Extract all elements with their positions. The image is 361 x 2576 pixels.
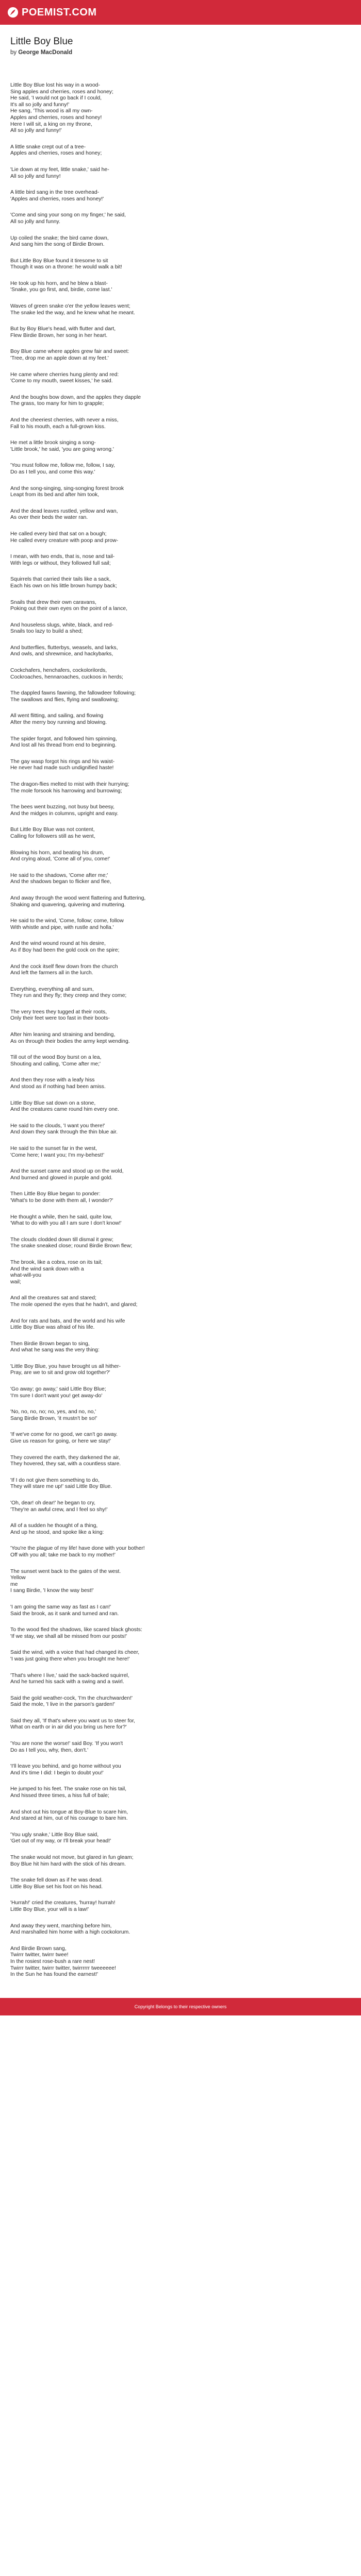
poem-content	[0, 25, 361, 1978]
poem-line: Each his own on his little brown humpy back;	[10, 583, 117, 589]
poem-line: Apples and cherries, roses and honey!	[10, 114, 102, 121]
poem-line: All so jolly and funny!	[10, 173, 61, 179]
poem-line: And houseless slugs, white, black, and red-	[10, 622, 113, 628]
poem-line: 'You are none the worse!' said Boy. 'If you won't	[10, 1741, 123, 1747]
poem-line: Shaking and quavering, quivering and muttering.	[10, 902, 126, 908]
stanza	[10, 782, 351, 794]
poem-line: He said to the wind, 'Come, follow; come, follow	[10, 918, 124, 924]
poem-line: The very trees they tugged at their roots,	[10, 1009, 107, 1015]
stanza	[10, 1191, 351, 1204]
stanza	[10, 486, 351, 499]
poem-line: And the cock itself flew down from the church	[10, 963, 118, 970]
poem-line: They run and they fly; they creep and they come;	[10, 993, 127, 999]
poem-line: Little Boy Blue, your will is a law!'	[10, 1906, 89, 1912]
poem-line: Off with you all; take me back to my mother!'	[10, 1552, 116, 1558]
poem-line: They will stare me up!' said Little Boy Blue.	[10, 1484, 112, 1490]
poem-line: The snake led the way, and he knew what he meant.	[10, 310, 135, 316]
stanza	[10, 1318, 351, 1331]
poem-line: The clouds clodded down till dismal it grew;	[10, 1236, 113, 1243]
stanza	[10, 1123, 351, 1136]
stanza	[10, 326, 351, 339]
feather-icon	[7, 7, 19, 18]
poem-line: And the wind sank down with a	[10, 1266, 84, 1272]
stanza	[10, 1260, 351, 1285]
stanza	[10, 1168, 351, 1181]
poem-line: And burned and glowed in purple and gold.	[10, 1175, 113, 1181]
stanza	[10, 941, 351, 954]
poem-line: And he turned his sack with a swing and a swirl.	[10, 1679, 124, 1685]
poem-line: The dappled fawns fawning, the fallowdeer following;	[10, 690, 136, 697]
poem-line: The swallows and flies, flying and swallowing;	[10, 697, 119, 703]
poem-line: Do as I tell you, and come this way.'	[10, 469, 95, 475]
poem-line: The mole opened the eyes that he hadn't, and glared;	[10, 1301, 138, 1308]
stanza	[10, 1809, 351, 1822]
footer-copyright: Copyright Belongs to their respective owners	[134, 2004, 227, 2009]
poem-line: And marshalled him home with a high cockolorum.	[10, 1929, 130, 1936]
poem-line: Only their feet were too fast in their boots-	[10, 1015, 110, 1022]
stanza	[10, 690, 351, 703]
stanza	[10, 554, 351, 567]
poem-line: And the creatures came round him every one.	[10, 1107, 119, 1113]
stanza	[10, 1546, 351, 1558]
poem-line: 'If we've come for no good, we can't go away.	[10, 1432, 118, 1438]
poem-line: Fall to his mouth, each a full-grown kiss.	[10, 423, 106, 430]
poem-line: After the merry boy running and blowing.	[10, 720, 107, 726]
poem-line: The spider forgot, and followed him spinning,	[10, 736, 117, 742]
poem-line: And for rats and bats, and the world and his wife	[10, 1318, 125, 1324]
poem-line: 'If I do not give them something to do,	[10, 1477, 100, 1483]
poem-line: With legs or without, they followed full sail;	[10, 560, 111, 566]
poem-line: Sang Birdie Brown, 'it mustn't be so!'	[10, 1415, 97, 1421]
stanza	[10, 1696, 351, 1708]
stanza	[10, 212, 351, 225]
poem-line: 'Come and sing your song on my finger,' he said,	[10, 212, 126, 218]
poem-line: 'I was just going there when you brought me here!'	[10, 1656, 130, 1662]
poem-line: I mean, with two ends, that is, nose and tail-	[10, 554, 115, 560]
poem-line: He said to the clouds, 'I want you there!'	[10, 1123, 105, 1129]
poem-line: It's all so jolly and funny!'	[10, 101, 70, 108]
poem-line: And left the farmers all in the lurch.	[10, 970, 93, 976]
stanza	[10, 1055, 351, 1067]
stanza	[10, 1295, 351, 1308]
poem-line: Then Little Boy Blue began to ponder:	[10, 1191, 101, 1197]
poem-line: Said they all, 'If that's where you want us to steer for,	[10, 1718, 135, 1724]
poem-line: And the cheeriest cherries, with never a miss,	[10, 417, 119, 423]
poem-line: He called every creature with poop and prow-	[10, 537, 119, 544]
poem-line: He called every bird that sat on a bough;	[10, 531, 107, 537]
poem-line: 'Get out of my way, or I'll break your head!'	[10, 1838, 111, 1844]
poem-line: Snails that drew their own caravans,	[10, 599, 96, 605]
stanza	[10, 1214, 351, 1227]
poem-line: And it's time I did: I begin to doubt you!'	[10, 1770, 104, 1776]
poem-line: All so jolly and funny!'	[10, 128, 62, 134]
stanza	[10, 82, 351, 134]
poem-line: 'Hurrah!' cried the creatures, 'hurray! hurrah!	[10, 1900, 116, 1906]
poem-line: With whistle and pipe, with rustle and holla.'	[10, 924, 114, 930]
poem-line: They covered the earth, they darkened the air,	[10, 1454, 120, 1461]
poem-line: All of a sudden he thought of a thing,	[10, 1523, 98, 1529]
stanza	[10, 372, 351, 385]
poem-line: 'What's to be done with them all, I wonder?'	[10, 1197, 113, 1204]
stanza	[10, 1877, 351, 1890]
stanza	[10, 190, 351, 202]
poem-line: Said the mole, 'I live in the parson's garden!'	[10, 1702, 115, 1708]
poem-line: 'What to do with you all I am sure I don't know!'	[10, 1221, 122, 1227]
poem-line: Then Birdie Brown began to sing,	[10, 1341, 90, 1347]
stanza	[10, 645, 351, 658]
poem-line: And then they rose with a leafy hiss	[10, 1077, 95, 1083]
stanza	[10, 281, 351, 294]
poem-line: The snake sneaked close; round Birdie Brown flew;	[10, 1243, 133, 1249]
poem-line: Boy Blue hit him hard with the stick of his dream.	[10, 1861, 126, 1867]
poem-line: 'I'll leave you behind, and go home without you	[10, 1764, 121, 1770]
poem-line: Till out of the wood Boy burst on a lea,	[10, 1055, 102, 1061]
poem-line: And the sunset came and stood up on the wold,	[10, 1168, 124, 1175]
poem-line: He said to the shadows, 'Come after me;'	[10, 872, 108, 878]
site-logo[interactable]	[7, 7, 97, 19]
poem-line: And shot out his tongue at Boy-Blue to scare him,	[10, 1809, 128, 1815]
poem-line: He said, 'I would not go back if I could,	[10, 95, 102, 101]
stanza	[10, 440, 351, 453]
poem-line: All went flitting, and sailing, and flowing	[10, 713, 104, 719]
poem-line: All so jolly and funny.	[10, 218, 60, 225]
poem-line: And down they sank through the thin blue air.	[10, 1129, 118, 1136]
poem-line: The gay wasp forgot his rings and his waist-	[10, 758, 115, 765]
poem-line: The mole forsook his harrowing and burrowing;	[10, 788, 122, 794]
poem-line: The sunset went back to the gates of the west.	[10, 1568, 121, 1574]
poem-line: Twirrr twitter, twirrr twitter, twirrrrrr tweeeeee!	[10, 1965, 116, 1971]
poem-line: I sang Birdie, 'I know the way best!'	[10, 1588, 94, 1594]
stanza	[10, 1077, 351, 1090]
stanza	[10, 1364, 351, 1377]
stanza	[10, 759, 351, 772]
poem-line: Leapt from its bed and after him took,	[10, 492, 100, 498]
poem-line: 'I'm sure I don't want you! get away-do'	[10, 1393, 103, 1399]
poem-line: And owls, and shrewmice, and hackybarks,	[10, 651, 113, 657]
stanza	[10, 1604, 351, 1617]
poem-line: Blowing his horn, and beating his drum,	[10, 850, 104, 856]
stanza	[10, 1764, 351, 1776]
stanza	[10, 804, 351, 817]
poem-line: Do as I tell you, why, then, don't.'	[10, 1747, 89, 1753]
poem-line: And crying aloud, 'Come all of you, come!'	[10, 856, 110, 862]
stanza	[10, 827, 351, 840]
poem-line: He sang, 'This wood is all my own-	[10, 108, 93, 114]
poem-line: 'Little Boy Blue, you have brought us all hither-	[10, 1363, 121, 1369]
stanza	[10, 1569, 351, 1595]
stanza	[10, 167, 351, 180]
stanza	[10, 1341, 351, 1354]
poem-line: To the wood fled the shadows, like scared black ghosts:	[10, 1627, 142, 1633]
byline-prefix: by	[10, 49, 17, 56]
stanza	[10, 1146, 351, 1159]
poem-line: In the Sun he has found the earnest!'	[10, 1972, 99, 1978]
poem-line: And the song-singing, sing-songing forest brook	[10, 485, 124, 492]
poem-line: 'I am going the same way as fast as I can!'	[10, 1604, 111, 1610]
poem-line: And the dead leaves rustled, yellow and wan,	[10, 508, 118, 514]
stanza	[10, 1900, 351, 1913]
stanza	[10, 600, 351, 613]
site-header	[0, 0, 361, 25]
poem-line: Little Boy Blue sat down on a stone,	[10, 1100, 96, 1106]
poem-line: Twirrr twitter, twirrr twee!	[10, 1952, 69, 1958]
poem-line: And butterflies, flutterbys, weasels, and larks,	[10, 645, 118, 651]
stanza	[10, 1409, 351, 1422]
poem-line: Said the brook, as it sank and turned and ran.	[10, 1611, 119, 1617]
stanza	[10, 1627, 351, 1640]
poem-line: 'That's where I live,' said the sack-backed squirrel,	[10, 1672, 129, 1679]
poem-line: Said the gold weather-cock, 'I'm the churchwarden!'	[10, 1695, 133, 1701]
stanza	[10, 622, 351, 635]
stanza	[10, 713, 351, 726]
poem-line: 'Apples and cherries, roses and honey!'	[10, 196, 104, 202]
poem-line: And stared at him, out of his courage to bare him.	[10, 1816, 128, 1822]
poem-line: 'Tree, drop me an apple down at my feet.'	[10, 355, 109, 362]
stanza	[10, 258, 351, 271]
stanza	[10, 1478, 351, 1490]
poem-line: What on earth or in air did you bring us here for?'	[10, 1724, 127, 1731]
stanza	[10, 417, 351, 430]
poem-line: The snake fell down as if he was dead.	[10, 1877, 103, 1884]
poem-line: And lost all his thread from end to beginning.	[10, 742, 117, 749]
stanza	[10, 1523, 351, 1536]
poem-line: Yellow	[10, 1575, 26, 1581]
stanza	[10, 1855, 351, 1868]
stanza	[10, 918, 351, 931]
poem-line: Here I will sit, a king on my throne,	[10, 121, 92, 127]
poem-line: But Little Boy Blue found it tiresome to sit	[10, 258, 108, 264]
poem-line: 'Go away; go away,' said Little Boy Blue;	[10, 1386, 106, 1393]
poem-line: Pray, are we to sit and grow old together?'	[10, 1370, 110, 1376]
poem-line: Sing apples and cherries, roses and honey;	[10, 89, 113, 95]
stanza	[10, 1946, 351, 1978]
poem-line: The snake would not move, but glared in fun gleam;	[10, 1855, 134, 1860]
poem-line: The dragon-flies melted to mist with their hurrying;	[10, 782, 129, 787]
poem-line: 'You're the plague of my life! have done with your bother!	[10, 1546, 145, 1552]
poem-line: He took up his horn, and he blew a blast-	[10, 280, 108, 286]
stanza	[10, 1032, 351, 1045]
poem-line: And what he sang was the very thing:	[10, 1347, 100, 1353]
poem-line: Said the wind, with a voice that had changed its cheer,	[10, 1650, 140, 1656]
poem-line: Up coiled the snake; the bird came down,	[10, 235, 109, 241]
poem-line: And sang him the song of Birdie Brown.	[10, 242, 105, 248]
stanza	[10, 1100, 351, 1113]
poem-line: They hovered, they sat, with a countless stare.	[10, 1461, 121, 1467]
poem-byline	[10, 49, 351, 56]
poem-line: Flew Birdie Brown, her song in her heart.	[10, 332, 108, 338]
stanza	[10, 987, 351, 999]
poem-line: Though it was on a throne: he would walk a bit!	[10, 264, 122, 270]
poem-line: Give us reason for going, or here we stay!'	[10, 1438, 111, 1445]
poem-line: 'Little brook,' he said, 'you are going wrong.'	[10, 446, 114, 452]
stanza	[10, 144, 351, 157]
poem-line: A little bird sang in the tree overhead-	[10, 190, 100, 196]
poem-line: In the rosiest rose-bush a rare nest!	[10, 1958, 95, 1964]
poem-title: Little Boy Blue	[10, 36, 73, 47]
stanza	[10, 1500, 351, 1513]
poem-line: Little Boy Blue set his foot on his head.	[10, 1884, 103, 1890]
poem-line: Little Boy Blue was afraid of his life.	[10, 1325, 95, 1331]
poem-line: After him leaning and straining and bending,	[10, 1032, 116, 1038]
poem-line: And away they went, marching before him,	[10, 1923, 112, 1929]
stanza	[10, 509, 351, 521]
stanza	[10, 668, 351, 681]
poem-line: The bees went buzzing, not busy but beesy,	[10, 804, 114, 810]
poem-line: Cockchafers, henchafers, cockolorilords,	[10, 668, 107, 674]
poem-author[interactable]: George MacDonald	[18, 49, 73, 56]
poem-line: Cockroaches, hennaroaches, cuckoos in herds;	[10, 674, 123, 680]
stanza	[10, 463, 351, 476]
poem-line: Calling for followers still as he went,	[10, 833, 95, 839]
poem-body	[10, 82, 351, 1978]
poem-line: He jumped to his feet. The snake rose on his tail,	[10, 1786, 127, 1792]
stanza	[10, 1650, 351, 1663]
stanza	[10, 1237, 351, 1250]
poem-line: And all the creatures sat and stared;	[10, 1295, 96, 1301]
poem-line: But Little Boy Blue was not content,	[10, 827, 95, 833]
poem-line: He thought a while, then he said, quite low,	[10, 1214, 112, 1220]
poem-line: Snails too lazy to build a shed;	[10, 629, 83, 635]
stanza	[10, 1832, 351, 1845]
poem-line: Waves of green snake o'er the yellow leaves went;	[10, 303, 130, 310]
stanza	[10, 850, 351, 863]
poem-line: As over their beds the water ran.	[10, 515, 88, 521]
poem-line: me	[10, 1581, 18, 1587]
stanza	[10, 1786, 351, 1799]
poem-line: Apples and cherries, roses and honey;	[10, 150, 102, 157]
poem-line: But by Boy Blue's head, with flutter and dart,	[10, 326, 116, 332]
stanza	[10, 1718, 351, 1731]
poem-line: 'Come here; I want you; I'm my-behest!'	[10, 1152, 105, 1158]
stanza	[10, 895, 351, 908]
poem-line: And away through the wood went flattering and fluttering,	[10, 895, 146, 901]
poem-line: 'Lie down at my feet, little snake,' said he-	[10, 166, 109, 173]
poem-line: A little snake crept out of a tree-	[10, 144, 86, 150]
stanza	[10, 1386, 351, 1399]
poem-line: 'Snake, you go first, and, birdie, come last.'	[10, 287, 112, 293]
stanza	[10, 395, 351, 408]
poem-line: wail;	[10, 1279, 21, 1285]
stanza	[10, 1673, 351, 1686]
poem-line: He came where cherries hung plenty and red:	[10, 371, 119, 378]
poem-line: 'If we stay, we shall all be missed from our posts!'	[10, 1633, 127, 1639]
poem-line: The brook, like a cobra, rose on its tail;	[10, 1259, 103, 1265]
poem-line: Poking out their own eyes on the point of a lance,	[10, 606, 128, 612]
stanza	[10, 531, 351, 544]
stanza	[10, 873, 351, 886]
stanza	[10, 577, 351, 589]
poem-line: Little Boy Blue lost his way in a wood-	[10, 82, 100, 88]
stanza	[10, 303, 351, 316]
poem-line: Boy Blue came where apples grew fair and sweet:	[10, 349, 129, 355]
stanza	[10, 1455, 351, 1468]
poem-line: what-will-you	[10, 1273, 42, 1279]
poem-line: And the shadows began to flicker and flee,	[10, 879, 111, 885]
site-footer	[0, 1998, 361, 2015]
poem-line: Squirrels that carried their tails like a sack,	[10, 577, 111, 583]
logo-text: POEMIST.COM	[22, 6, 97, 18]
poem-line: And up he stood, and spoke like a king:	[10, 1529, 104, 1535]
poem-line: 'Oh, dear! oh dear!' he began to cry,	[10, 1500, 95, 1506]
poem-line: And Birdie Brown sang,	[10, 1945, 67, 1952]
poem-line: He said to the sunset far in the west,	[10, 1146, 97, 1151]
stanza	[10, 235, 351, 248]
stanza	[10, 1923, 351, 1936]
poem-line: As if Boy had been the gold cock on the spire;	[10, 947, 120, 953]
poem-line: Everything, everything all and sum,	[10, 986, 94, 992]
stanza	[10, 1009, 351, 1022]
poem-line: He met a little brook singing a song-	[10, 440, 96, 446]
poem-line: 'Come to my mouth, sweet kisses,' he said.	[10, 378, 113, 384]
poem-line: 'You ugly snake,' Little Boy Blue said,	[10, 1832, 99, 1838]
poem-line: 'No, no, no, no; no, yes, and no, no,'	[10, 1409, 96, 1415]
poem-line: Shouting and calling, 'Come after me;'	[10, 1061, 101, 1067]
poem-line: The grass, too many for him to grapple;	[10, 401, 104, 407]
poem-line: 'They're an awful crew, and I feel so shy!'	[10, 1506, 108, 1513]
poem-line: And the midges in columns, upright and easy.	[10, 810, 119, 817]
poem-line: And the wind wound round at his desire,	[10, 941, 106, 947]
poem-line: And stood as if nothing had been amiss.	[10, 1084, 106, 1090]
stanza	[10, 349, 351, 362]
poem-line: And hissed three times, a hiss full of bale;	[10, 1793, 109, 1799]
stanza	[10, 736, 351, 749]
stanza	[10, 964, 351, 977]
poem-line: And the boughs bow down, and the apples they dapple	[10, 394, 141, 400]
poem-line: He never had made such undignified haste!	[10, 765, 114, 771]
stanza	[10, 1741, 351, 1754]
stanza	[10, 1432, 351, 1445]
poem-line: As on through their bodies the army kept wending.	[10, 1038, 130, 1044]
poem-line: 'You must follow me, follow me, follow, I say,	[10, 463, 115, 469]
